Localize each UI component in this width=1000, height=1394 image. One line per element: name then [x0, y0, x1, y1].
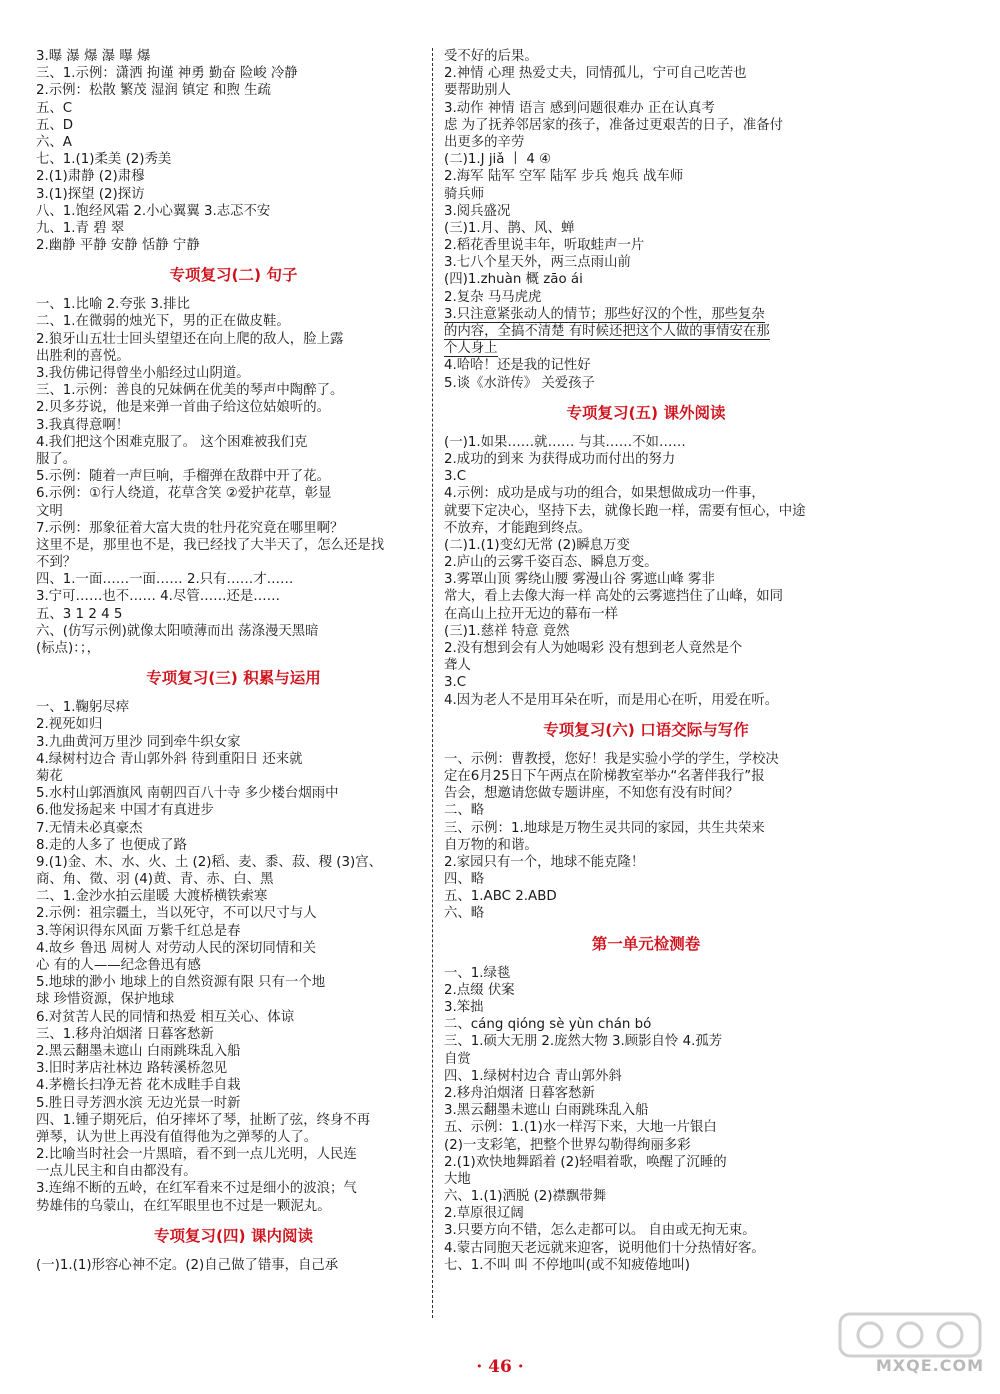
answer-line: 七、1.(1)柔美 (2)秀美: [36, 152, 172, 168]
answer-line: 7.示例：那象征着大富大贵的牡丹花究竟在哪里啊？: [36, 520, 344, 536]
answer-line: 3.只注意紧张动人的情节；那些好汉的个性，那些复杂: [444, 306, 765, 322]
answer-line: 菊花: [36, 768, 63, 784]
answer-line: 8.走的人多了 也便成了路: [36, 837, 187, 853]
section-heading: 第一单元检测卷: [591, 934, 701, 953]
answer-line: 4.蒙古同胞天老远就来迎客，说明他们十分热情好客。: [444, 1240, 765, 1256]
answer-line: 心 有的人——纪念鲁迅有感: [36, 958, 201, 973]
answer-line: 2.贝多芬说，他是来弹一首曲子给这位姑娘听的。: [36, 400, 330, 416]
answer-line: 3.黑云翻墨未遮山 白雨跳珠乱入船: [444, 1103, 649, 1119]
answer-line: 2.稻花香里说丰年，听取蛙声一片: [444, 238, 645, 254]
answer-line: 五、1.ABC 2.ABD: [444, 889, 557, 905]
answer-line: 一、1.比喻 2.夸张 3.排比: [36, 297, 190, 313]
answer-line: 一、示例：曹教授，您好！我是实验小学的学生，学校决: [444, 751, 779, 767]
answer-line: 球 珍惜资源，保护地球: [36, 992, 175, 1008]
answer-line: 5.示例：随着一声巨响，手榴弹在敌群中开了花。: [36, 469, 330, 485]
page-number: · 46 ·: [476, 1357, 524, 1377]
answer-line: 2.点缀 伏案: [444, 982, 515, 998]
answer-line: 2.(1)肃静 (2)肃穆: [36, 169, 145, 185]
answer-line: 不到？: [36, 555, 77, 571]
answer-line: (一)1.(1)形容心神不定。(2)自己做了错事，自己承: [36, 1257, 339, 1273]
answer-line: 6.示例：①行人绕道，花草含笑 ②爱护花草，彰显: [36, 486, 332, 502]
answer-line: (二)1.(1)变幻无常 (2)瞬息万变: [444, 537, 630, 553]
answer-line: 9.(1)金、木、水、火、土 (2)稻、麦、黍、菽、稷 (3)宫、: [36, 854, 383, 870]
answer-line: 六、(仿写示例)就像太阳喷薄而出 荡涤漫天黑暗: [36, 623, 319, 639]
watermark-logo: [830, 1310, 990, 1390]
answer-line: 3.我真得意啊！: [36, 417, 130, 433]
answer-line: 一、1.鞠躬尽瘁: [36, 700, 130, 716]
answer-line: 5.谈《水浒传》 关爱孩子: [444, 375, 595, 391]
answer-line: 不放弃，才能跑到终点。: [444, 520, 592, 536]
answer-line: 六、A: [36, 134, 72, 150]
answer-line: (二)1.J jiǎ 丨 4 ④: [444, 152, 552, 168]
answer-line: 2.狼牙山五壮士回头望望还在向上爬的敌人，脸上露: [36, 331, 344, 347]
answer-line: 4.哈哈！还是我的记性好: [444, 358, 591, 374]
answer-line: 2.比喻当时社会一片黑暗，看不到一点儿光明，人民连: [36, 1147, 357, 1163]
answer-line: 2.家园只有一个，地球不能克隆！: [444, 854, 645, 870]
answer-line: 商、角、徵、羽 (4)黄、青、赤、白、黑: [36, 872, 274, 888]
answer-line: 6.对贫苦人民的同情和热爱 相互关心、体谅: [36, 1009, 295, 1025]
answer-line: 二、1.在微弱的烛光下，男的正在做皮鞋。: [36, 314, 290, 330]
section-heading: 专项复习(二) 句子: [169, 266, 298, 285]
answer-line: 五、C: [36, 100, 73, 116]
answer-line: 要帮助别人: [444, 83, 511, 99]
answer-line: 聋人: [444, 658, 471, 674]
answer-line: (三)1.慈祥 特意 竟然: [444, 623, 570, 639]
answer-line: 受不好的后果。: [444, 49, 538, 64]
answer-line: 自万物的和谐。: [444, 837, 538, 853]
answer-line: 2.成功的到来 为获得成功而付出的努力: [444, 451, 676, 467]
answer-line: 一点儿民主和自由都没有。: [36, 1164, 197, 1180]
answer-line: 六、1.(1)洒脱 (2)襟飘带舞: [444, 1189, 607, 1205]
answer-line: 七、1.不叫 叫 不停地叫(或不知疲倦地叫): [444, 1257, 690, 1273]
answer-line: 在高山上拉开无边的幕布一样: [444, 606, 619, 622]
answer-line: 出胜利的喜悦。: [36, 348, 130, 364]
section-heading: 专项复习(三) 积累与运用: [146, 669, 321, 688]
answer-line: 四、1.绿树村边合 青山郭外斜: [444, 1068, 622, 1084]
answer-line: 六、略: [444, 906, 485, 922]
answer-line: 2.草原很辽阔: [444, 1206, 524, 1222]
answer-line: 3.旧时茅店社林边 路转溪桥忽见: [36, 1061, 228, 1077]
section-heading: 专项复习(四) 课内阅读: [153, 1226, 314, 1245]
answer-line: 3.我仿佛记得曾坐小船经过山阴道。: [36, 366, 250, 381]
section-heading: 专项复习(六) 口语交际与写作: [543, 720, 749, 739]
answer-line: (一)1.如果……就…… 与其……不如……: [444, 434, 686, 450]
answer-line: 4.因为老人不是用耳朵在听，而是用心在听，用爱在听。: [444, 692, 779, 708]
answer-line: 弹琴，认为世上再没有值得他为之弹琴的人了。: [36, 1129, 318, 1145]
answer-line: 3.等闲识得东风面 万紫千红总是春: [36, 923, 241, 939]
answer-line: 3.连绵不断的五岭，在红军看来不过是细小的波浪；气: [36, 1181, 357, 1197]
left-column: [36, 48, 431, 1274]
answer-line: 二、1.金沙水拍云崖暖 大渡桥横铁索寒: [36, 889, 268, 905]
answer-line: 2.视死如归: [36, 717, 103, 733]
answer-line: 一、1.绿毯: [444, 965, 511, 981]
answer-line: 2.没有想到会有人为她喝彩 没有想到老人竟然是个: [444, 641, 743, 656]
answer-line: 2.幽静 平静 安静 恬静 宁静: [36, 238, 200, 254]
answer-line: 6.他发扬起来 中国才有真进步: [36, 803, 214, 819]
answer-line: 大地: [444, 1171, 471, 1187]
answer-line: 服了。: [36, 451, 77, 467]
answer-line: 2.示例：松散 繁茂 湿润 镇定 和煦 生疏: [36, 83, 271, 99]
answer-line: 三、示例：1.地球是万物生灵共同的家园，共生共荣来: [444, 820, 765, 836]
answer-line: (标点)：；，: [36, 641, 101, 656]
right-column: [444, 48, 848, 1274]
answer-line: 三、1.硕大无朋 2.庞然大物 3.顾影自怜 4.孤芳: [444, 1034, 723, 1050]
answer-line: 2.复杂 马马虎虎: [444, 289, 542, 305]
answer-line: 7.无情未必真豪杰: [36, 820, 143, 836]
answer-line: 4.我们把这个困难克服了。 这个困难被我们克: [36, 434, 308, 450]
answer-line: 2.海军 陆军 空军 陆军 步兵 炮兵 战车师: [444, 169, 684, 185]
answer-line: 3.雾罩山顶 雾绕山腰 雾漫山谷 雾遮山峰 雾非: [444, 572, 715, 588]
answer-line: 三、1.移舟泊烟渚 日暮客愁新: [36, 1026, 214, 1042]
answer-line: 二、cáng qióng sè yùn chán bó: [444, 1017, 652, 1033]
answer-line: 这里不是，那里也不是，我已经找了大半天了，怎么还是找: [36, 537, 385, 553]
answer-line: 就要下定决心，坚持下去，就像长跑一样，需要有恒心，中途: [444, 503, 806, 519]
answer-line: 三、1.示例：潇洒 拘谨 神勇 勤奋 险峻 冷静: [36, 66, 298, 82]
answer-line: 八、1.饱经风霜 2.小心翼翼 3.志忑不安: [36, 203, 271, 219]
answer-line: 5.地球的渺小 地球上的自然资源有限 只有一个地: [36, 975, 326, 991]
answer-line: 3.七八个星天外，两三点雨山前: [444, 255, 631, 271]
answer-line: 文明: [36, 503, 63, 519]
answer-line: (2)一支彩笔，把整个世界勾勒得绚丽多彩: [444, 1137, 691, 1153]
answer-line: 告会，想邀请您做专题讲座，不知您有没有时间？: [444, 786, 739, 802]
answer-line: 五、D: [36, 117, 74, 133]
answer-line: 4.故乡 鲁迅 周树人 对劳动人民的深切同情和关: [36, 940, 316, 956]
answer-line: 的内容，全搞不清楚 有时候还把这个人做的事情安在那: [444, 324, 770, 339]
answer-line: 3.动作 神情 语言 感到问题很难办 正在认真考: [444, 100, 715, 116]
answer-line: 定在6月25日下午两点在阶梯教室举办“名著伴我行”报: [444, 768, 765, 784]
answer-line: 3.只要方向不错，怎么走都可以。 自由或无拘无束。: [444, 1223, 756, 1239]
answer-line: 五、3 1 2 4 5: [36, 606, 123, 622]
watermark-text: MXQE.COM: [875, 1356, 984, 1375]
answer-line: 常大，看上去像大海一样 高处的云雾遮挡住了山峰，如同: [444, 589, 784, 605]
answer-line: 5.水村山郭酒旗风 南朝四百八十寺 多少楼台烟雨中: [36, 786, 339, 802]
answer-line: 3.宁可……也不…… 4.尽管……还是……: [36, 589, 281, 605]
answer-line: 势雄伟的乌蒙山，在红军眼里也不过是一颗泥丸。: [36, 1198, 331, 1214]
answer-line: 2.黑云翻墨未遮山 白雨跳珠乱入船: [36, 1043, 241, 1059]
answer-line: 2.神情 心理 热爱丈夫，同情孤儿，宁可自己吃苦也: [444, 66, 747, 82]
answer-line: 5.胜日寻芳泗水滨 无边光景一时新: [36, 1095, 241, 1111]
answer-line: 3.C: [444, 675, 467, 691]
answer-line: 3.C: [444, 469, 467, 485]
answer-line: 4.绿树村边合 青山郭外斜 待到重阳日 还来就: [36, 751, 303, 767]
answer-line: 四、略: [444, 872, 485, 888]
answer-line: 4.茅檐长扫净无苔 花木成畦手自栽: [36, 1078, 241, 1094]
answer-line: 4.示例：成功是成与功的组合，如果想做成功一件事，: [444, 486, 765, 502]
answer-line: 二、略: [444, 803, 485, 819]
answer-line: 三、1.示例：善良的兄妹俩在优美的琴声中陶醉了。: [36, 383, 344, 399]
answer-line: 2.移舟泊烟渚 日暮客愁新: [444, 1085, 595, 1101]
answer-line: 出更多的辛劳: [444, 134, 525, 150]
answer-line: 个人身上: [444, 341, 498, 357]
answer-line: 3.九曲黄河万里沙 同到牵牛织女家: [36, 734, 241, 750]
answer-line: 虑 为了抚养邻居家的孩子，准备过更艰苦的日子，准备付: [444, 117, 784, 133]
answer-line: 四、1.一面……一面…… 2.只有……才……: [36, 572, 294, 588]
answer-line: 四、1.锺子期死后，伯牙摔坏了琴，扯断了弦，终身不再: [36, 1112, 371, 1128]
answer-line: 2.示例：祖宗疆土，当以死守，不可以尺寸与人: [36, 906, 317, 922]
watermark-icon: [830, 1310, 990, 1390]
answer-line: 2.庐山的云雾千姿百态、瞬息万变。: [444, 555, 658, 571]
answer-line: 3.阅兵盛况: [444, 203, 511, 219]
answer-line: 自赏: [444, 1051, 471, 1067]
answer-line: 五、示例：1.(1)水一样泻下来，大地一片银白: [444, 1120, 717, 1136]
answer-line: 骑兵师: [444, 186, 485, 202]
answer-line: 3.(1)探望 (2)探访: [36, 186, 145, 202]
section-heading: 专项复习(五) 课外阅读: [566, 403, 726, 422]
column-divider: [432, 48, 433, 1318]
answer-line: (四)1.zhuàn 概 zāo ái: [444, 272, 583, 288]
answer-line: 九、1.青 碧 翠: [36, 220, 125, 236]
answer-line: (三)1.月、鹊、风、蝉: [444, 220, 575, 236]
answer-line: 3.笨拙: [444, 1000, 484, 1015]
answer-line: 2.(1)欢快地舞蹈着 (2)轻唱着歌，唤醒了沉睡的: [444, 1154, 727, 1170]
answer-line: 3.曝 瀑 爆 瀑 曝 爆: [36, 49, 151, 64]
